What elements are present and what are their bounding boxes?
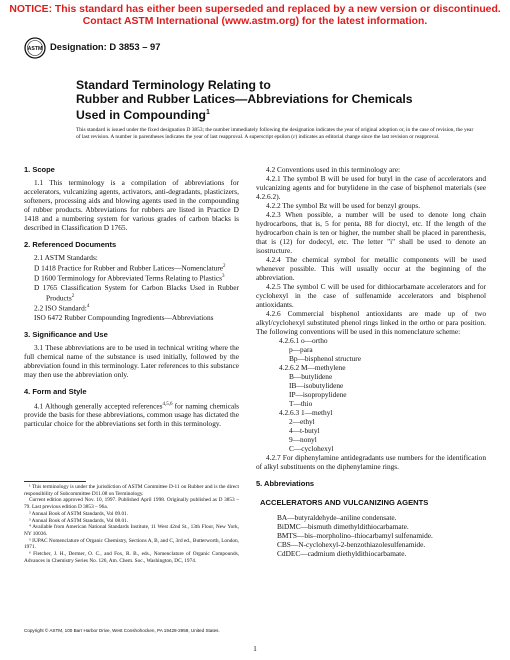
page-number: 1 bbox=[253, 644, 257, 653]
footnote-4: ⁴ Available from American National Standards Institute, 11 West 42nd St., 13th Floor, New York, NY 10036. bbox=[24, 524, 239, 537]
supersession-notice bbox=[0, 4, 510, 28]
section-form-style-heading: 4. Form and Style bbox=[24, 386, 87, 396]
section-significance-heading: 3. Significance and Use bbox=[24, 329, 108, 339]
ref-d1765: D 1765 Classification System for Carbon Blacks Used in Rubber Products$^2$ bbox=[34, 282, 239, 303]
para-4-2-6: 4.2.6 Commercial bisphenol antioxidants are made up of two alkyl/cyclohexyl substituted phenol rings linked in the ortho or para position. The following conventions will be used in this nomenclature scheme: bbox=[256, 309, 486, 336]
list-item: IB—isobutylidene bbox=[289, 381, 344, 390]
para-4-2-4: 4.2.4 The chemical symbol for metallic components will be used whenever possible. This will usually occur at the beginning of the abbreviation. bbox=[256, 255, 486, 282]
title-line-1: Standard Terminology Relating to bbox=[76, 78, 271, 92]
list-4-2-6-2: 4.2.6.2 M—methylene bbox=[279, 363, 346, 372]
footnote-1: ¹ This terminology is under the jurisdiction of ASTM Committee D-11 on Rubber and is the direct responsibility of Subcommittee D11.08 on Terminology. bbox=[24, 484, 239, 497]
list-item: B—butylidene bbox=[289, 372, 333, 381]
notice-line-1: NOTICE: This standard has either been superseded and replaced by a new version or discontinued. bbox=[9, 4, 501, 15]
para-4-2-5: 4.2.5 The symbol C will be used for dithiocarbamate accelerators and for cyclohexyl in the case of sulfenamide accelerators and bisphenol antioxidants. bbox=[256, 282, 486, 309]
list-4-2-6-1: 4.2.6.1 o—ortho bbox=[279, 336, 328, 345]
list-item: 4—t-butyl bbox=[289, 426, 320, 435]
footnote-6: ⁶ Fletcher, J. H., Dermer, O. C., and Fox, R. B., eds., Nomenclature of Organic Compounds, Advances in Chemistry Series No. 126, Am. Chem. Soc., Washington, DC, 1974. bbox=[24, 551, 239, 564]
issuance-note: This standard is issued under the fixed designation D 3853; the number immediately following the designation indicates the year of original adoption or, in the case of revision, the year of last revision. A number in parentheses indicates the year of last reapproval. A superscript epsilon (ε) indicates an editorial change since the last revision or reapproval. bbox=[76, 127, 474, 141]
abbreviation-entry: BiDMC—bismuth dimethyldithiocarbamate. bbox=[277, 522, 409, 531]
abbreviation-entry: BA—butyraldehyde–aniline condensate. bbox=[277, 513, 397, 522]
accelerators-heading: ACCELERATORS AND VULCANIZING AGENTS bbox=[260, 498, 429, 507]
para-4-2-2: 4.2.2 The symbol Bz will be used for benzyl groups. bbox=[266, 201, 421, 210]
ref-d1600: D 1600 Terminology for Abbreviated Terms Relating to Plastics$^3$ bbox=[34, 273, 225, 283]
footnote-5: ⁵ IUPAC Nomenclature of Organic Chemistry, Sections A, B, and C, 3rd ed., Butterworth, London, 1971. bbox=[24, 537, 239, 551]
ref-d1418: D 1418 Practice for Rubber and Rubber Latices—Nomenclature$^2$ bbox=[34, 263, 226, 273]
astm-logo-icon bbox=[24, 37, 46, 59]
svg-text:ASTM: ASTM bbox=[27, 46, 43, 53]
title-line-3: Used in Compounding$^1$ bbox=[76, 108, 210, 123]
footnotes bbox=[24, 484, 239, 564]
significance-paragraph: 3.1 These abbreviations are to be used in technical writing where the full chemical name of the substance is used initially, followed by the abbreviation found in this terminology. Later references to this substance may then use the abbreviation only. bbox=[24, 342, 239, 379]
section-scope-heading: 1. Scope bbox=[24, 165, 55, 174]
footnote-2: ² Annual Book of ASTM Standards, Vol 09.01. bbox=[29, 510, 129, 517]
abbreviation-entry: CBS—N-cyclohexyl-2-benzothiazolesulfenamide. bbox=[277, 540, 426, 549]
left-column bbox=[24, 165, 239, 428]
para-4-2-3: 4.2.3 When possible, a number will be used to denote long chain hydrocarbons, that is, 5 for penta, 88 for dioctyl, etc. If the length of the hydrocarbon chain is ten or higher, the number shall be placed in parenthesis, that is (12) for dodecyl, etc. The letter "i" shall be used to denote an isostructure. bbox=[256, 210, 486, 255]
footnote-3: ³ Annual Book of ASTM Standards, Vol 08.01. bbox=[29, 517, 129, 524]
section-abbreviations-heading: 5. Abbreviations bbox=[256, 479, 315, 488]
list-4-2-6-3: 4.2.6.3 1—methyl bbox=[279, 408, 333, 417]
footnote-1b: Current edition approved Nov. 10, 1997. Published April 1998. Originally published as D 3853 – 79. Last previous edition D 3853 – 96a. bbox=[24, 497, 239, 511]
designation: Designation: D 3853 – 97 bbox=[50, 41, 161, 52]
list-item: T—thio bbox=[289, 399, 313, 408]
abbreviation-entry: CdDEC—cadmium diethyldithiocarbamate. bbox=[277, 549, 407, 558]
para-4-2-7: 4.2.7 For diphenylamine antidegradants use numbers for the identification of alkyl substituents on the diphenylamine rings. bbox=[256, 453, 486, 471]
iso-standard-label: 2.2 ISO Standard:$^4$ bbox=[34, 303, 90, 313]
list-item: 9—nonyl bbox=[289, 435, 317, 444]
scope-paragraph: 1.1 This terminology is a compilation of abbreviations for accelerators, vulcanizing agents, activators, anti-degradants, plasticizers, softeners, processing aids and blowing agents used in the compounding of rubber products. Abbreviations for rubbers are listed in Practice D 1418 and a numbering system for various grades of carbon blacks is described in Classification D 1765. bbox=[24, 178, 239, 232]
list-item: IP—isopropylidene bbox=[289, 390, 347, 399]
document-title bbox=[76, 79, 416, 123]
list-item: 2—ethyl bbox=[289, 417, 315, 426]
list-item: C—cyclohexyl bbox=[289, 444, 334, 453]
abbreviation-entry: BMTS—bis–morpholino–thiocarbamyl sulfenamide. bbox=[277, 531, 433, 540]
para-4-2-1: 4.2.1 The symbol B will be used for butyl in the case of accelerators and vulcanizing agents and for butylidene in the case of bisphenol materials (see 4.2.6.2). bbox=[256, 174, 486, 201]
notice-line-2: Contact ASTM International (www.astm.org) for the latest information. bbox=[82, 16, 428, 27]
list-item: Bp—bisphenol structure bbox=[289, 354, 361, 363]
para-4-2: 4.2 Conventions used in this terminology are: bbox=[266, 165, 401, 174]
right-column bbox=[256, 165, 486, 558]
ref-iso6472: ISO 6472 Rubber Compounding Ingredients—Abbreviations bbox=[34, 312, 214, 322]
form-style-paragraph: 4.1 Although generally accepted references$^{4,5,6}$ for naming chemicals provide the basis for these abbreviations, common usage has dictated the particular choice for the abbreviations set forth in this terminology. bbox=[24, 401, 239, 429]
title-line-2: Rubber and Rubber Latices—Abbreviations for Chemicals bbox=[76, 91, 413, 106]
section-referenced-docs-heading: 2. Referenced Documents bbox=[24, 240, 117, 249]
list-item: p—para bbox=[289, 345, 313, 354]
footnote-divider bbox=[24, 481, 86, 482]
copyright-line: Copyright © ASTM, 100 Barr Harbor Drive, West Conshohocken, PA 19428-2959, United States. bbox=[24, 628, 220, 633]
astm-standards-label: 2.1 ASTM Standards: bbox=[34, 253, 98, 262]
title-footnote-mark: 1 bbox=[206, 109, 210, 116]
